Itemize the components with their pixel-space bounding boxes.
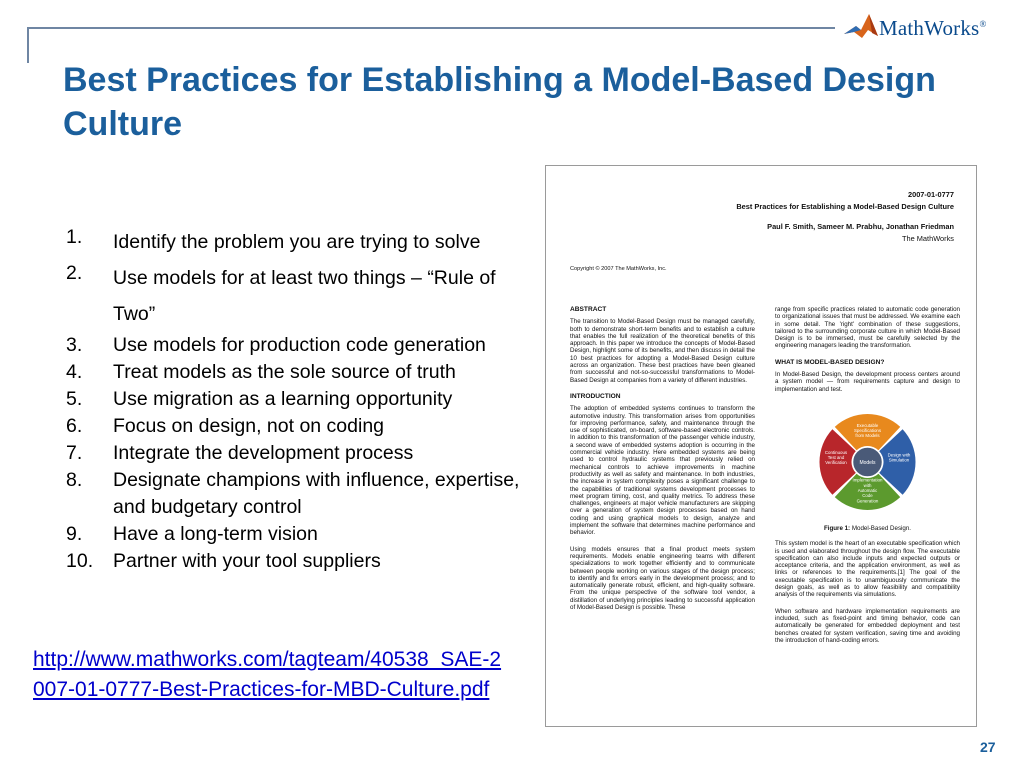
- paper-number: 2007-01-0777: [907, 190, 954, 199]
- paper-pdf-link[interactable]: http://www.mathworks.com/tagteam/40538_SAE-2007-01-0777-Best-Practices-for-MBD-Culture.pdf: [33, 648, 502, 701]
- list-item: 7. Integrate the development process: [66, 442, 414, 464]
- figure-caption: Figure 1: Model-Based Design.: [823, 524, 912, 532]
- paper-authors: Paul F. Smith, Sameer M. Prabhu, Jonathan Friedman: [767, 222, 954, 231]
- paper-title: Best Practices for Establishing a Model-Based Design Culture: [736, 202, 954, 211]
- introduction-heading: INTRODUCTION: [570, 392, 621, 400]
- paper-right-paragraph-2: This system model is the heart of an executable specification which is used and elaborated throughout the design flow. The executable specification can also include inputs and expected outputs or acceptance criteria, and the application environment, as well as links or references to the requirements.[1] The goal of the executable specification is to unambiguously communicate the design goals, as well as to allow feasibility and compatibility analysis of the requirements via simulations.: [775, 540, 960, 599]
- list-item: 6. Focus on design, not on coding: [66, 415, 385, 437]
- list-item: 10. Partner with your tool suppliers: [66, 550, 381, 572]
- mathworks-logo: [842, 8, 1012, 48]
- diagram-segment-label: Executable Specifications from Models: [853, 422, 882, 439]
- diagram-segment-label: Implementation with Automatic Code Generation: [852, 477, 883, 504]
- paper-org: The MathWorks: [901, 234, 954, 243]
- paper-left-column: [570, 306, 755, 620]
- diagram-center-label: Models: [859, 459, 876, 466]
- frame-left-line: [27, 27, 29, 63]
- model-based-design-diagram: [775, 402, 960, 522]
- frame-top-line: [27, 27, 835, 29]
- abstract-heading: ABSTRACT: [570, 306, 607, 313]
- logo-text: MathWorks®: [879, 16, 987, 40]
- list-item: 5. Use migration as a learning opportunity: [66, 388, 453, 410]
- slide-title: Best Practices for Establishing a Model-Based Design Culture: [63, 61, 936, 143]
- list-item: 8. Designate champions with influence, expertise, and budgetary control: [66, 469, 520, 518]
- paper-right-paragraph-1: range from specific practices related to automatic code generation to organizational issues that must be addressed. We examine each in some detail. The 'right' combination of these suggestions, tailored to the surrounding corporate culture in which Model-Based Design is to be immersed, must be carefully selected by the engineering managers leading the transformation.: [775, 306, 960, 350]
- list-item: 2. Use models for at least two things – “Rule of Two”: [66, 262, 496, 325]
- mbd-paragraph: In Model-Based Design, the development process centers around a system model — from requirements capture and design to implementation and test.: [775, 371, 960, 393]
- list-item: 9. Have a long-term vision: [66, 523, 318, 545]
- membrane-logo-icon: [842, 8, 880, 48]
- abstract-text: The transition to Model-Based Design must be managed carefully, both to demonstrate short-term benefits and to establish a culture that enables the full realization of the theoretical benefits of this approach. In this paper we introduce the concepts of Model-Based Design, highlight some of its benefits, and then discuss in detail the 10 best practices for adopting a Model-Based Design culture across an organization. These best practices have been gleaned from successful and not-so-successful transformations to Model-Based Design at companies from a variety of different industries.: [570, 318, 755, 384]
- list-item: 1. Identify the problem you are trying to solve: [66, 226, 481, 253]
- paper-right-paragraph-3: When software and hardware implementation requirements are included, such as fixed-point and timing behavior, code can automatically be generated for embedded deployment and test benches created for system verification, saving time and avoiding the introduction of hand-coding errors.: [775, 607, 960, 644]
- best-practices-list: [66, 224, 526, 575]
- introduction-paragraph-2: Using models ensures that a final product meets system requirements. Models enable engineering teams with different specializations to work together efficiently and to communicate between people working on various stages of the design process; to identify and fix errors early in the development process; and to automatically generate robust, efficient, and high-quality software. From the unique perspective of the software tool vendor, a distillation of underlying principles leading to successful application of Model-Based Design is possible. These: [570, 545, 755, 611]
- list-item: 4. Treat models as the sole source of truth: [66, 361, 456, 383]
- paper-right-column: [775, 306, 960, 653]
- paper-copyright: Copyright © 2007 The MathWorks, Inc.: [570, 266, 667, 272]
- diagram-segment-label: Design with Simulation: [887, 452, 911, 463]
- list-item: 3. Use models for production code generation: [66, 334, 486, 356]
- paper-header: [736, 189, 954, 245]
- mbd-heading: WHAT IS MODEL-BASED DESIGN?: [775, 358, 885, 366]
- page-number: 27: [980, 739, 996, 755]
- introduction-paragraph-1: The adoption of embedded systems continues to transform the automotive industry. This transformation arises from opportunities for improving performance, safety, and maintenance through the use of sophisticated, on-board, software-based electronic controls. In addition to this transformation of the passenger vehicle industry, a second wave of embedded systems adoption is occurring in the commercial vehicle industry. Here embedded systems are being used to control hydraulic systems that previously relied on mechanical controls to achieve improvements in machine productivity as well as safety and maintenance. In both industries, the increase in system complexity poses a significant challenge to the capabilities of traditional systems development processes to meet program timing, cost, and quality metrics. To address these challenges, engineers at major vehicle manufacturers are skipping over a generation of system design processes based on hand coding and using graphical models to design, analyze and implement the software that determines machine performance and behavior.: [570, 405, 755, 537]
- diagram-segment-label: Continuous Test and Verification: [824, 449, 848, 466]
- paper-thumbnail: [545, 165, 977, 727]
